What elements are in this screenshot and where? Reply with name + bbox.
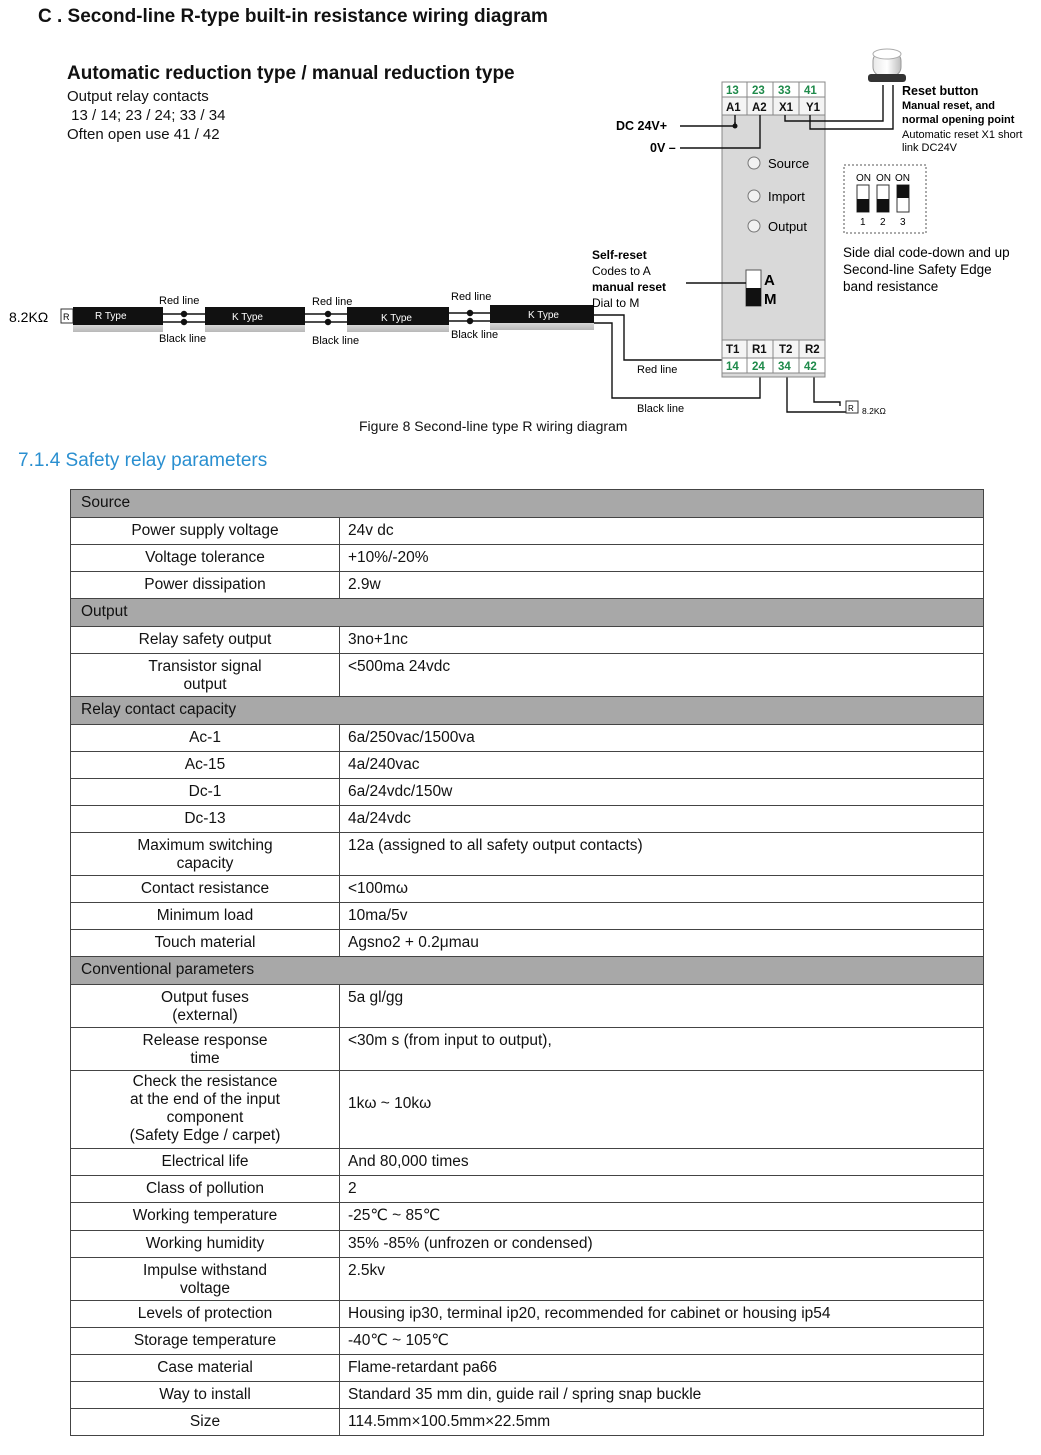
terminal-x1: X1 bbox=[779, 102, 794, 114]
param-name bbox=[71, 833, 340, 876]
table-row bbox=[71, 654, 984, 697]
terminal-number-23: 23 bbox=[752, 85, 765, 97]
resistor-left-symbol: R bbox=[63, 312, 70, 322]
black-line-label-3: Black line bbox=[451, 329, 499, 341]
terminal-r2: R2 bbox=[805, 344, 820, 356]
wiring-diagram bbox=[0, 40, 1041, 420]
self-reset-code: Codes to A bbox=[592, 264, 651, 278]
param-value: 6a/24vdc/150w bbox=[340, 779, 984, 806]
param-value: Agsno2 + 0.2μmau bbox=[340, 930, 984, 957]
table-row bbox=[71, 806, 984, 833]
table-row bbox=[71, 779, 984, 806]
param-value: 24v dc bbox=[340, 518, 984, 545]
table-row bbox=[71, 833, 984, 876]
table-row bbox=[71, 627, 984, 654]
param-name: Case material bbox=[71, 1355, 340, 1382]
cable-label-k-type-1: K Type bbox=[232, 312, 263, 323]
param-value: 2.9w bbox=[340, 572, 984, 599]
terminal-y1: Y1 bbox=[806, 102, 821, 114]
led-output-label: Output bbox=[768, 219, 808, 234]
param-value: 35% -85% (unfrozen or condensed) bbox=[340, 1231, 984, 1258]
cable-k-type-2 bbox=[347, 307, 449, 332]
param-value: And 80,000 times bbox=[340, 1149, 984, 1176]
table-row bbox=[71, 1355, 984, 1382]
led-source-label: Source bbox=[768, 156, 810, 171]
section-title-source: Source bbox=[81, 494, 131, 511]
param-value: <500ma 24vdc bbox=[340, 654, 984, 697]
table-row bbox=[71, 1301, 984, 1328]
cable-k-type-3 bbox=[490, 305, 594, 330]
param-value: <30m s (from input to output), bbox=[340, 1028, 984, 1071]
figure-caption: Figure 8 Second-line type R wiring diagram bbox=[359, 418, 628, 434]
param-name: Voltage tolerance bbox=[71, 545, 340, 572]
self-reset-title: Self-reset bbox=[592, 248, 647, 262]
table-row bbox=[71, 725, 984, 752]
reset-button-icon bbox=[868, 49, 906, 82]
param-name bbox=[71, 1071, 340, 1149]
param-name-line: Transistor signal bbox=[148, 658, 262, 675]
param-name bbox=[71, 985, 340, 1028]
param-value: 4a/240vac bbox=[340, 752, 984, 779]
param-value: 5a gl/gg bbox=[340, 985, 984, 1028]
terminal-number-42: 42 bbox=[804, 361, 817, 373]
param-name: Relay safety output bbox=[71, 627, 340, 654]
switch-a-label: A bbox=[764, 272, 775, 289]
param-name-line: (Safety Edge / carpet) bbox=[129, 1127, 281, 1144]
param-name: Working temperature bbox=[71, 1203, 340, 1231]
section-title-conventional: Conventional parameters bbox=[81, 961, 255, 978]
black-line-label-4: Black line bbox=[637, 403, 685, 415]
param-name-line: component bbox=[166, 1109, 244, 1126]
table-row bbox=[71, 1176, 984, 1203]
param-name: Size bbox=[71, 1409, 340, 1436]
dip-number-1: 1 bbox=[860, 217, 866, 228]
note-line-1: Output relay contacts bbox=[67, 88, 209, 105]
cable-label-k-type-2: K Type bbox=[381, 313, 412, 324]
terminal-t1: T1 bbox=[726, 344, 740, 356]
param-value: Standard 35 mm din, guide rail / spring snap buckle bbox=[340, 1382, 984, 1409]
param-name: Electrical life bbox=[71, 1149, 340, 1176]
switch-m-label: M bbox=[764, 291, 777, 308]
zero-v-label: 0V – bbox=[650, 141, 676, 155]
dip-switch bbox=[844, 165, 926, 233]
table-row bbox=[71, 518, 984, 545]
reset-button-desc-2: normal opening point bbox=[902, 114, 1015, 126]
param-name-line: Output fuses bbox=[161, 989, 249, 1006]
note-line-2: 13 / 14; 23 / 24; 33 / 34 bbox=[67, 107, 226, 124]
param-value: <100mω bbox=[340, 876, 984, 903]
param-value: -40℃ ~ 105℃ bbox=[340, 1328, 984, 1355]
resistor-right-symbol: R bbox=[848, 404, 854, 413]
note-line-3: Often open use 41 / 42 bbox=[67, 126, 220, 143]
led-indicators bbox=[748, 156, 809, 234]
red-line-label-3: Red line bbox=[451, 291, 492, 303]
param-value: Housing ip30, terminal ip20, recommended for cabinet or housing ip54 bbox=[340, 1301, 984, 1328]
param-name: Storage temperature bbox=[71, 1328, 340, 1355]
param-name: Power dissipation bbox=[71, 572, 340, 599]
section-row-conventional bbox=[71, 957, 984, 985]
param-name-line: Maximum switching bbox=[137, 837, 273, 854]
manual-reset-dial: Dial to M bbox=[592, 296, 640, 310]
resistor-value-left: 8.2KΩ bbox=[9, 309, 49, 325]
dip-number-3: 3 bbox=[900, 217, 906, 228]
reset-button-desc-1: Manual reset, and bbox=[902, 100, 995, 112]
cable-k-type-1 bbox=[205, 307, 305, 332]
section-row-output bbox=[71, 599, 984, 627]
table-row bbox=[71, 1328, 984, 1355]
dc24-label: DC 24V+ bbox=[616, 119, 668, 133]
param-name-line: output bbox=[183, 676, 227, 693]
terminal-number-41: 41 bbox=[804, 85, 817, 97]
param-name: Touch material bbox=[71, 930, 340, 957]
terminal-number-14: 14 bbox=[726, 361, 739, 373]
param-name-line: Check the resistance bbox=[132, 1073, 278, 1090]
table-row bbox=[71, 1231, 984, 1258]
param-name: Way to install bbox=[71, 1382, 340, 1409]
dip-desc-3: band resistance bbox=[843, 279, 939, 294]
param-value: +10%/-20% bbox=[340, 545, 984, 572]
table-row bbox=[71, 876, 984, 903]
param-name: Class of pollution bbox=[71, 1176, 340, 1203]
reset-auto-2: link DC24V bbox=[902, 142, 958, 154]
table-row bbox=[71, 1382, 984, 1409]
terminal-a2: A2 bbox=[752, 102, 767, 114]
safety-relay-parameters-table bbox=[70, 489, 984, 1436]
param-value: 2 bbox=[340, 1176, 984, 1203]
red-line-label-4: Red line bbox=[637, 364, 678, 376]
terminal-r1: R1 bbox=[752, 344, 767, 356]
dip-on-3: ON bbox=[895, 173, 910, 184]
table-row bbox=[71, 1203, 984, 1231]
param-value: -25℃ ~ 85℃ bbox=[340, 1203, 984, 1231]
param-name-line: (external) bbox=[172, 1007, 238, 1024]
param-name-line: Impulse withstand bbox=[142, 1262, 268, 1279]
table-row bbox=[71, 1149, 984, 1176]
table-row bbox=[71, 752, 984, 779]
param-name-line: capacity bbox=[176, 855, 234, 872]
param-value: Flame-retardant pa66 bbox=[340, 1355, 984, 1382]
param-name: Contact resistance bbox=[71, 876, 340, 903]
param-name bbox=[71, 1258, 340, 1301]
black-line-label-1: Black line bbox=[159, 333, 207, 345]
page-heading: C . Second-line R-type built-in resistance wiring diagram bbox=[38, 6, 548, 27]
dip-on-1: ON bbox=[856, 173, 871, 184]
reset-auto-1: Automatic reset X1 short bbox=[902, 129, 1023, 141]
table-row bbox=[71, 985, 984, 1028]
table-row bbox=[71, 572, 984, 599]
section-title: 7.1.4 Safety relay parameters bbox=[18, 450, 268, 471]
terminal-number-13: 13 bbox=[726, 85, 739, 97]
param-name: Minimum load bbox=[71, 903, 340, 930]
param-name bbox=[71, 654, 340, 697]
param-name bbox=[71, 1028, 340, 1071]
param-value: 114.5mm×100.5mm×22.5mm bbox=[340, 1409, 984, 1436]
section-title-output: Output bbox=[81, 603, 128, 620]
dip-desc-2: Second-line Safety Edge bbox=[843, 262, 992, 277]
param-name: Ac-15 bbox=[71, 752, 340, 779]
param-name-line: at the end of the input bbox=[130, 1091, 280, 1108]
diagram-subheading: Automatic reduction type / manual reduction type bbox=[67, 63, 515, 84]
param-value: 6a/250vac/1500va bbox=[340, 725, 984, 752]
param-value: 12a (assigned to all safety output contacts) bbox=[340, 833, 984, 876]
table-row bbox=[71, 1071, 984, 1149]
param-value: 3no+1nc bbox=[340, 627, 984, 654]
manual-reset-title: manual reset bbox=[592, 280, 667, 294]
param-value: 2.5kv bbox=[340, 1258, 984, 1301]
dip-desc-1: Side dial code-down and up bbox=[843, 245, 1010, 260]
terminal-number-33: 33 bbox=[778, 85, 791, 97]
dip-number-2: 2 bbox=[880, 217, 886, 228]
led-import-label: Import bbox=[768, 189, 805, 204]
param-name: Dc-13 bbox=[71, 806, 340, 833]
cable-label-r-type: R Type bbox=[95, 311, 127, 322]
param-value: 10ma/5v bbox=[340, 903, 984, 930]
param-value: 4a/24vdc bbox=[340, 806, 984, 833]
dip-on-2: ON bbox=[876, 173, 891, 184]
table-row bbox=[71, 903, 984, 930]
table-row bbox=[71, 1028, 984, 1071]
cable-r-type bbox=[73, 307, 163, 332]
terminal-number-24: 24 bbox=[752, 361, 765, 373]
red-line-label-2: Red line bbox=[312, 296, 353, 308]
cable-label-k-type-3: K Type bbox=[528, 310, 559, 321]
param-name: Working humidity bbox=[71, 1231, 340, 1258]
param-value: 1kω ~ 10kω bbox=[340, 1071, 984, 1149]
section-row-source bbox=[71, 490, 984, 518]
terminal-a1: A1 bbox=[726, 102, 741, 114]
resistor-value-right: 8.2KΩ bbox=[862, 406, 886, 416]
black-line-label-2: Black line bbox=[312, 335, 360, 347]
terminal-t2: T2 bbox=[779, 344, 793, 356]
param-name: Levels of protection bbox=[71, 1301, 340, 1328]
param-name-line: voltage bbox=[180, 1280, 230, 1297]
terminal-number-34: 34 bbox=[778, 361, 791, 373]
table-row bbox=[71, 545, 984, 572]
param-name-line: Release response bbox=[142, 1032, 268, 1049]
param-name: Ac-1 bbox=[71, 725, 340, 752]
red-line-label-1: Red line bbox=[159, 295, 200, 307]
table-row bbox=[71, 930, 984, 957]
param-name-line: time bbox=[190, 1050, 220, 1067]
table-row bbox=[71, 1409, 984, 1436]
param-name: Dc-1 bbox=[71, 779, 340, 806]
section-row-capacity bbox=[71, 697, 984, 725]
reset-button-title: Reset button bbox=[902, 84, 979, 98]
param-name: Power supply voltage bbox=[71, 518, 340, 545]
section-title-capacity: Relay contact capacity bbox=[81, 701, 237, 718]
table-row bbox=[71, 1258, 984, 1301]
